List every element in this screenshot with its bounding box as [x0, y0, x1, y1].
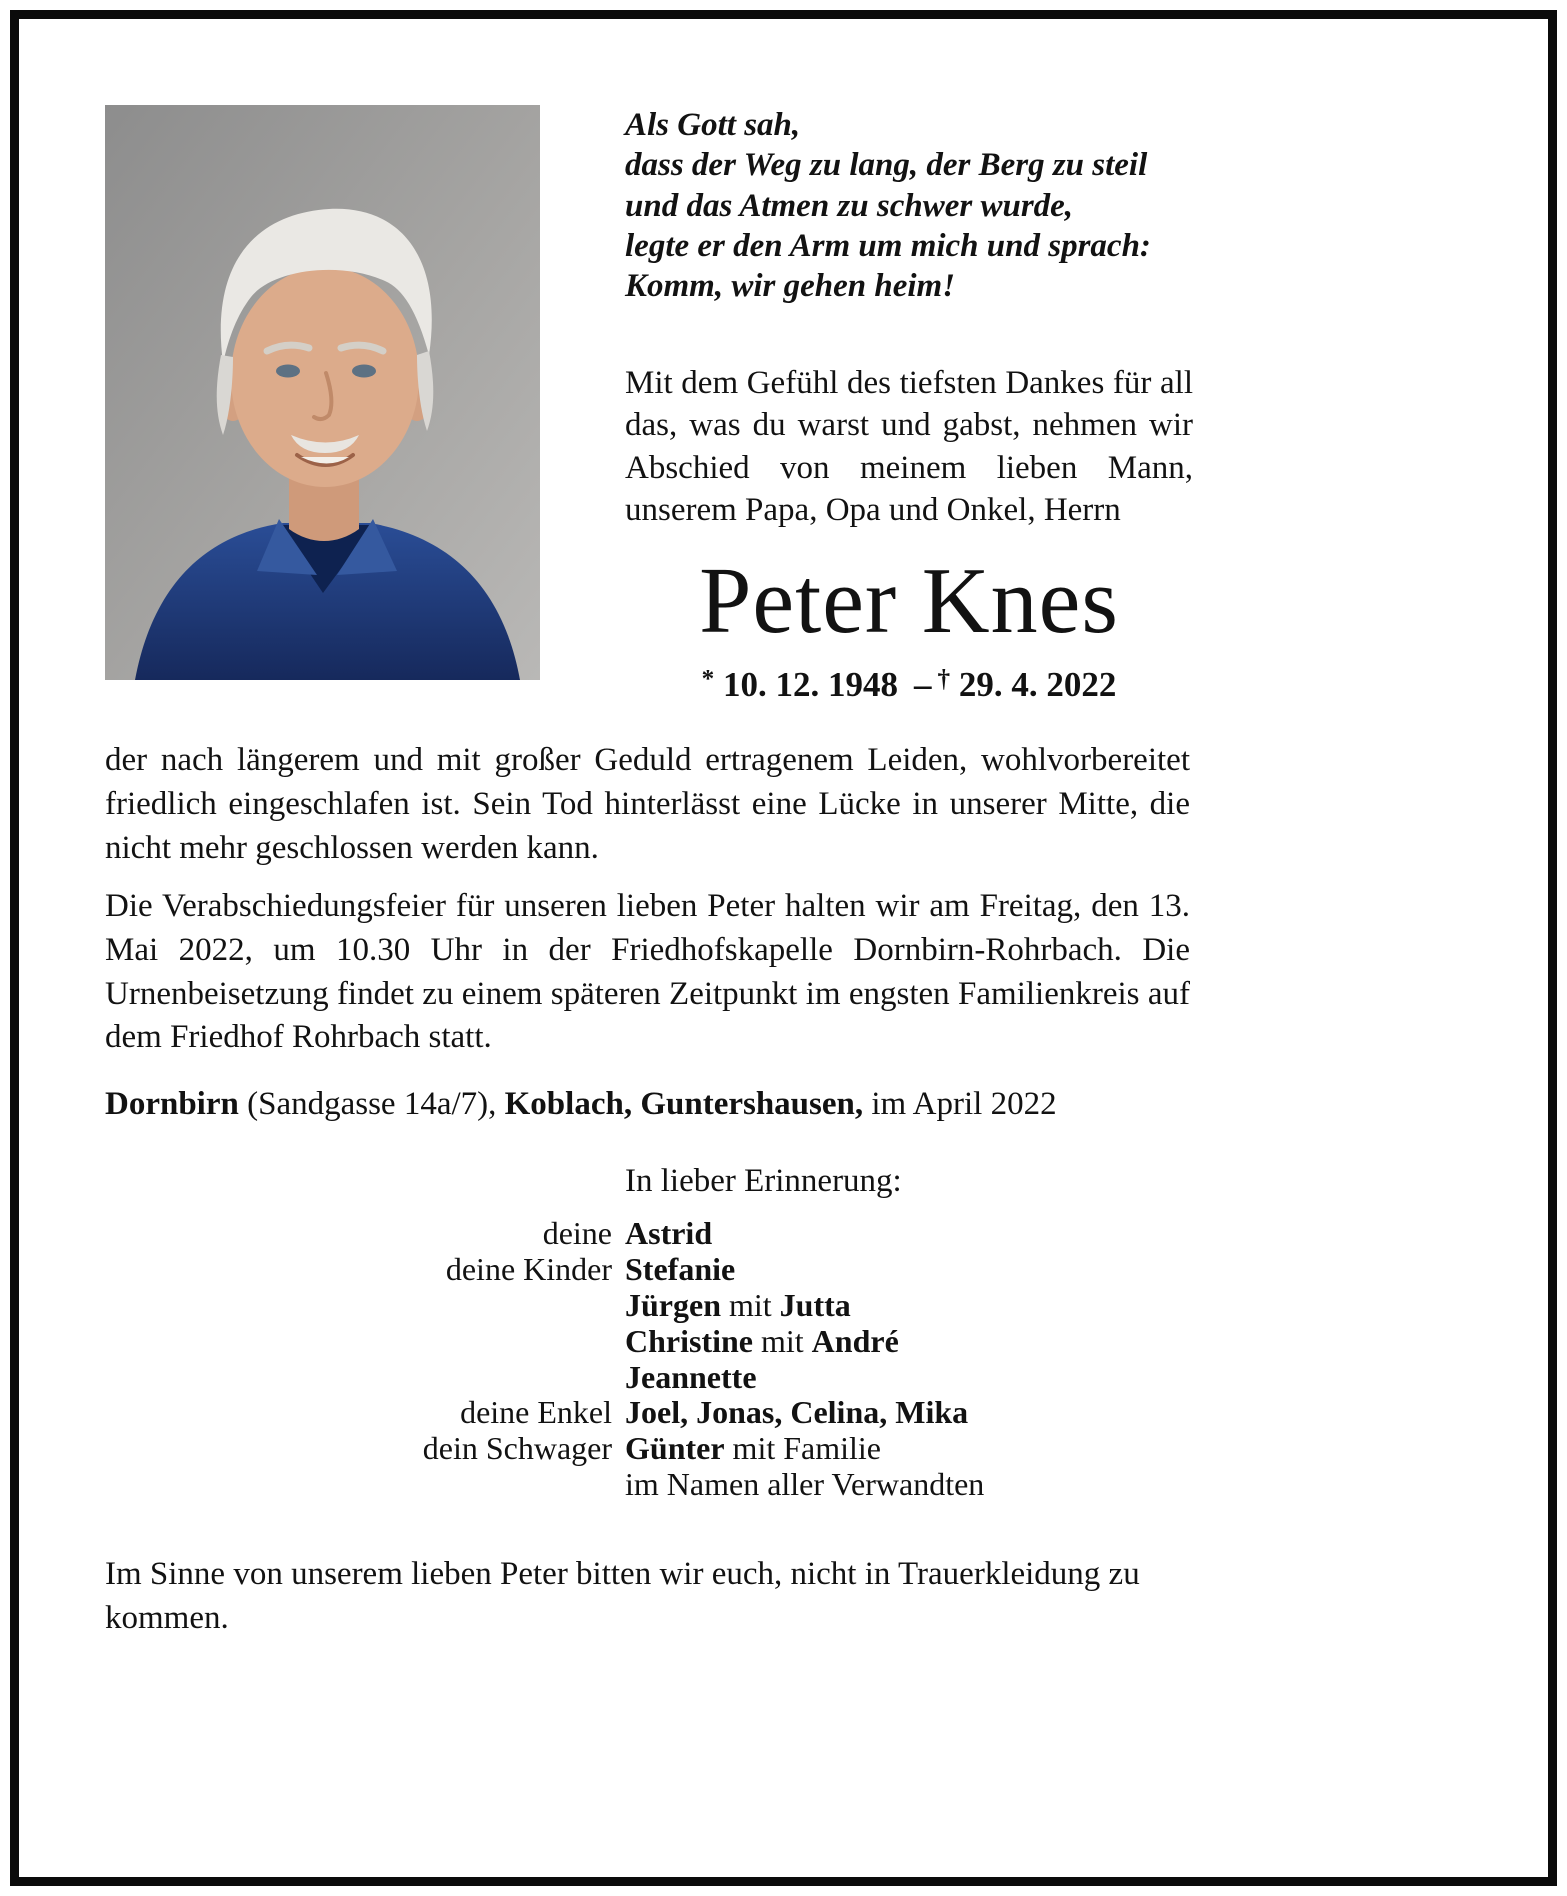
- portrait-illustration: [105, 105, 540, 680]
- place-city-primary: Dornbirn: [105, 1086, 239, 1123]
- memorial-entry: [105, 1324, 1190, 1360]
- memorial-list: [105, 1216, 1190, 1503]
- place-cities-secondary: Koblach, Guntershausen,: [504, 1086, 864, 1123]
- memorial-names: im Namen aller Verwandten: [625, 1466, 985, 1503]
- memorial-title: In lieber Erinnerung:: [625, 1163, 902, 1200]
- body-text: [105, 739, 1190, 1060]
- obituary-frame: [10, 10, 1557, 1886]
- memorial-entry: [105, 1431, 1190, 1467]
- memorial-relation-label: dein Schwager: [422, 1430, 612, 1467]
- place-address: (Sandgasse 14a/7),: [238, 1086, 505, 1123]
- birth-date: 10. 12. 1948: [723, 665, 898, 705]
- memorial-relation-label: deine: [542, 1215, 612, 1252]
- memorial-entry: [105, 1467, 1190, 1503]
- deceased-name: Peter Knes: [699, 549, 1119, 654]
- memorial-entry: [105, 1360, 1190, 1396]
- top-section: [105, 105, 1193, 705]
- memorial-names: Günter mit Familie: [625, 1430, 881, 1467]
- memorial-relation-label: [105, 1288, 612, 1324]
- memorial-names: Christine mit André: [625, 1322, 899, 1359]
- memorial-names: Joel, Jonas, Celina, Mika: [625, 1394, 969, 1431]
- closing-request: Im Sinne von unserem lieben Peter bitten wir euch, nicht in Trauerkleidung zu kommen.: [105, 1555, 1140, 1636]
- memorial-names: Astrid: [625, 1215, 713, 1252]
- death-date: 29. 4. 2022: [958, 665, 1117, 705]
- memorial-poem: [625, 105, 1193, 306]
- poem-line: und das Atmen zu schwer wurde,: [625, 187, 1074, 224]
- body-paragraph: der nach längerem und mit großer Geduld ertragenem Leiden, wohlvorbereitet friedlich eingeschlafen ist. Sein Tod hinterlässt eine Lücke in unserer Mitte, die nicht mehr geschlossen werden kann.: [105, 742, 1190, 866]
- right-column: [625, 105, 1193, 705]
- life-dates: [625, 665, 1193, 705]
- dates-separator: –: [914, 665, 932, 705]
- memorial-entry: [105, 1252, 1190, 1288]
- poem-line: legte er den Arm um mich und sprach:: [625, 227, 1151, 264]
- memorial-names: Jürgen mit Jutta: [625, 1286, 851, 1323]
- places-line: [105, 1086, 1190, 1123]
- obituary-content: [19, 19, 1193, 1641]
- poem-line: dass der Weg zu lang, der Berg zu steil: [625, 147, 1148, 184]
- memorial-names: Stefanie: [625, 1251, 736, 1288]
- memorial-names: Jeannette: [625, 1358, 757, 1395]
- poem-line: Komm, wir gehen heim!: [625, 268, 956, 304]
- memorial-entry: [105, 1288, 1190, 1324]
- intro-text: Mit dem Gefühl des tiefsten Dankes für all das, was du warst und gabst, nehmen wir Abschied von meinem lieben Mann, unserem Papa, Opa und Onkel, Herrn: [625, 365, 1193, 528]
- memorial-relation-label: deine Enkel: [460, 1394, 612, 1431]
- memorial-entry: [105, 1395, 1190, 1431]
- memorial-relation-label: [105, 1467, 612, 1503]
- memorial-relation-label: deine Kinder: [445, 1251, 612, 1288]
- birth-symbol: *: [701, 665, 715, 693]
- poem-line: Als Gott sah,: [625, 107, 801, 143]
- portrait-photo: [105, 105, 540, 680]
- body-paragraph: Die Verabschiedungsfeier für unseren lieben Peter halten wir am Freitag, den 13. Mai 2022, um 10.30 Uhr in der Friedhofskapelle Dornbirn-Rohrbach. Die Urnenbeisetzung findet zu einem späteren Zeitpunkt im engsten Familienkreis auf dem Friedhof Rohrbach statt.: [105, 887, 1190, 1056]
- memorial-relation-label: [105, 1324, 612, 1360]
- memorial-entry: [105, 1216, 1190, 1252]
- memorial-relation-label: [105, 1360, 612, 1396]
- death-symbol: †: [937, 665, 951, 693]
- place-date: im April 2022: [863, 1086, 1057, 1123]
